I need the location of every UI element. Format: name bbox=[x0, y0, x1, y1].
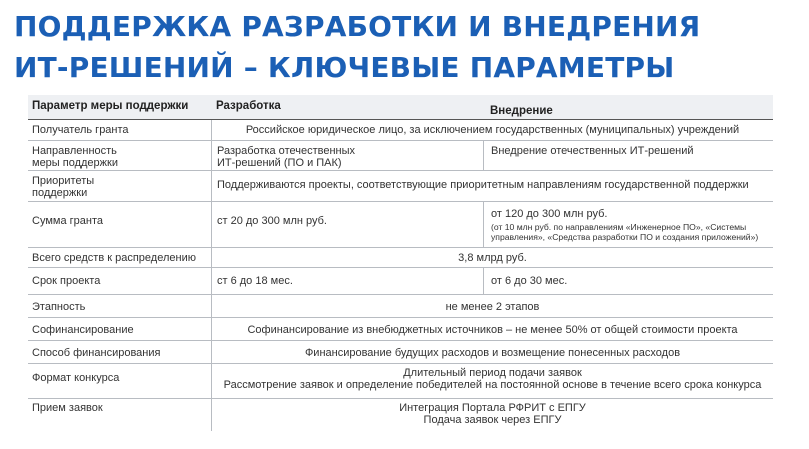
table-row bbox=[28, 399, 773, 431]
table-row bbox=[28, 341, 773, 364]
row-label bbox=[28, 171, 211, 201]
row-label: Софинансирование bbox=[32, 324, 134, 336]
row-value: Финансирование будущих расходов и возмещение понесенных расходов bbox=[211, 341, 773, 363]
row-dev-value bbox=[211, 141, 483, 170]
row-label: Способ финансирования bbox=[32, 347, 161, 359]
row-value: Российское юридическое лицо, за исключением государственных (муниципальных) учреждений bbox=[211, 120, 773, 140]
value-line: Рассмотрение заявок и определение победителей на постоянной основе в течение всего срока конкурса bbox=[223, 379, 762, 391]
row-impl-value bbox=[483, 141, 773, 170]
impl-note: (от 10 млн руб. по направлениям «Инженерное ПО», «Системы управления», «Средства разработки ПО и создания приложений») bbox=[491, 222, 759, 242]
header-param: Параметр меры поддержки bbox=[32, 100, 189, 112]
table-row bbox=[28, 268, 773, 295]
row-value: не менее 2 этапов bbox=[211, 295, 773, 317]
row-label-line: Направленность bbox=[32, 145, 117, 157]
row-label: Этапность bbox=[32, 301, 86, 313]
page-title bbox=[14, 6, 700, 88]
row-label: Прием заявок bbox=[32, 402, 103, 414]
table-row bbox=[28, 318, 773, 341]
title-line-1: ПОДДЕРЖКА РАЗРАБОТКИ И ВНЕДРЕНИЯ bbox=[14, 10, 701, 43]
row-impl-value bbox=[483, 202, 773, 247]
table-row bbox=[28, 295, 773, 318]
row-label: Всего средств к распределению bbox=[32, 252, 196, 264]
row-value: Поддерживаются проекты, соответствующие приоритетным направлениям государственной поддержки bbox=[211, 171, 773, 201]
table-row bbox=[28, 364, 773, 399]
value-line: Длительный период подачи заявок bbox=[403, 367, 582, 379]
table-row bbox=[28, 202, 773, 248]
row-impl-value: от 6 до 30 мес. bbox=[483, 268, 773, 294]
row-value bbox=[211, 399, 773, 431]
parameters-table bbox=[28, 95, 773, 431]
header-implementation: Внедрение bbox=[490, 105, 553, 117]
row-value: Софинансирование из внебюджетных источников – не менее 50% от общей стоимости проекта bbox=[211, 318, 773, 340]
table-row bbox=[28, 248, 773, 268]
row-dev-value: ст 20 до 300 млн руб. bbox=[211, 202, 483, 247]
header-development: Разработка bbox=[216, 100, 281, 112]
row-label-line: поддержки bbox=[32, 187, 88, 199]
value-line: Интеграция Портала РФРИТ с ЕПГУ bbox=[399, 402, 586, 414]
table-row bbox=[28, 141, 773, 171]
title-line-2: ИТ-РЕШЕНИЙ – КЛЮЧЕВЫЕ ПАРАМЕТРЫ bbox=[14, 51, 675, 84]
row-label-line: меры поддержки bbox=[32, 157, 118, 169]
row-label: Формат конкурса bbox=[32, 372, 120, 384]
table-header bbox=[28, 95, 773, 120]
impl-line: Внедрение отечественных ИТ-решений bbox=[491, 145, 694, 157]
table-row bbox=[28, 171, 773, 202]
row-label-line: Приоритеты bbox=[32, 175, 95, 187]
value-line: Подача заявок через ЕПГУ bbox=[423, 414, 562, 426]
row-label: Получатель гранта bbox=[32, 124, 129, 136]
row-label: Сумма гранта bbox=[32, 215, 103, 227]
dev-line: Разработка отечественных bbox=[217, 145, 356, 157]
row-value: 3,8 млрд руб. bbox=[211, 248, 773, 267]
row-label bbox=[28, 141, 211, 170]
impl-line: от 120 до 300 млн руб. bbox=[491, 208, 608, 220]
row-label: Срок проекта bbox=[32, 275, 101, 287]
dev-line: ИТ-решений (ПО и ПАК) bbox=[217, 157, 342, 169]
row-dev-value: ст 6 до 18 мес. bbox=[211, 268, 483, 294]
row-value bbox=[211, 364, 773, 398]
table-row bbox=[28, 120, 773, 141]
